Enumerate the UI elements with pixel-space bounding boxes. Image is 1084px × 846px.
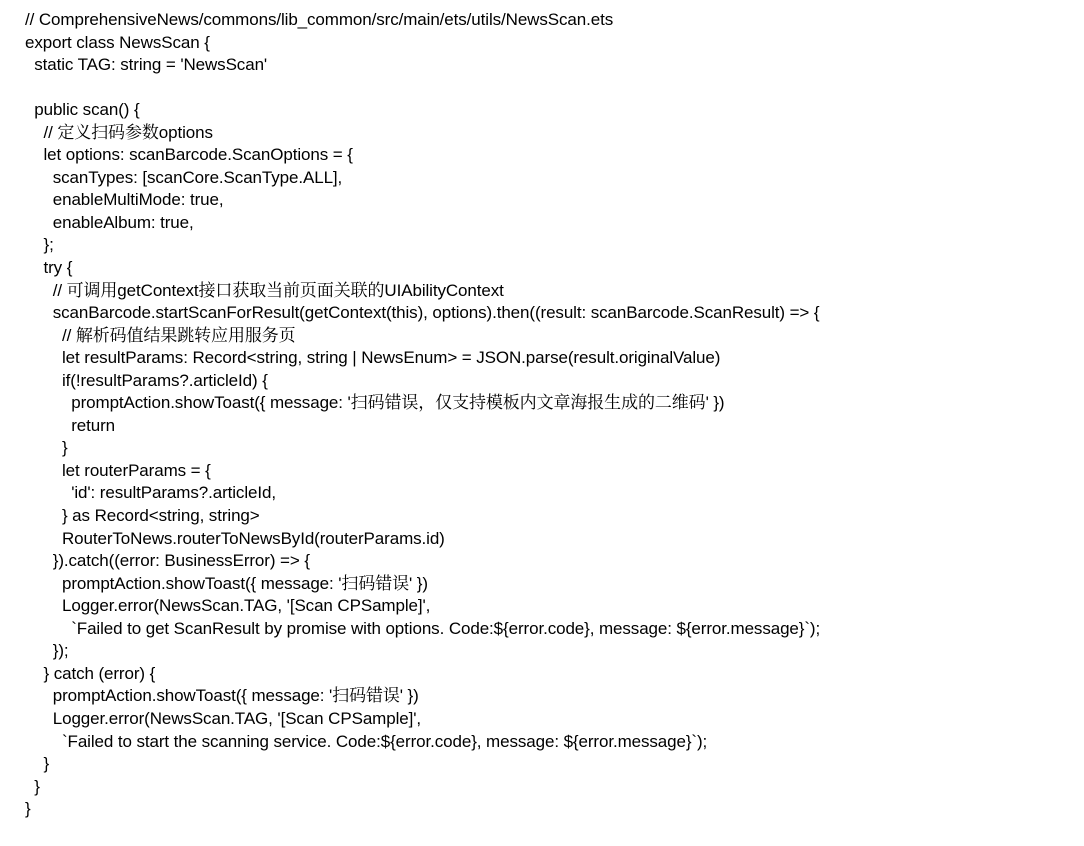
code-line: enableMultiMode: true, xyxy=(25,190,224,210)
code-line xyxy=(25,77,1075,100)
code-line: }; xyxy=(25,235,54,255)
code-line: // 解析码值结果跳转应用服务页 xyxy=(25,325,296,345)
code-line: } xyxy=(25,754,50,774)
code-line: public scan() { xyxy=(25,100,140,120)
code-line: promptAction.showToast({ message: '扫码错误，仅支持模板内文章海报生成的二维码' }) xyxy=(25,393,725,413)
code-line: }).catch((error: BusinessError) => { xyxy=(25,551,310,571)
code-line: return xyxy=(25,415,116,435)
code-line: Logger.error(NewsScan.TAG, '[Scan CPSample]', xyxy=(25,708,422,728)
code-line: } xyxy=(25,799,31,819)
code-line: let options: scanBarcode.ScanOptions = { xyxy=(25,145,353,165)
code-line: RouterToNews.routerToNewsById(routerParams.id) xyxy=(25,528,445,548)
code-line: scanTypes: [scanCore.ScanType.ALL], xyxy=(25,167,343,187)
code-line: Logger.error(NewsScan.TAG, '[Scan CPSample]', xyxy=(25,596,431,616)
code-line: export class NewsScan { xyxy=(25,32,210,52)
code-line: // 可调用getContext接口获取当前页面关联的UIAbilityContext xyxy=(25,280,504,300)
code-line: `Failed to get ScanResult by promise with options. Code:${error.code}, message: ${error.message}`); xyxy=(25,618,821,638)
code-line: }); xyxy=(25,641,69,661)
code-line: scanBarcode.startScanForResult(getContext(this), options).then((result: scanBarcode.ScanResult) => { xyxy=(25,303,820,323)
code-line: `Failed to start the scanning service. Code:${error.code}, message: ${error.message}`); xyxy=(25,731,708,751)
code-line: } xyxy=(25,438,68,458)
code-line: // 定义扫码参数options xyxy=(25,122,213,142)
code-line: static TAG: string = 'NewsScan' xyxy=(25,55,268,75)
code-document xyxy=(25,9,1075,821)
code-line: 'id': resultParams?.articleId, xyxy=(25,483,276,503)
code-line: enableAlbum: true, xyxy=(25,212,194,232)
code-line: if(!resultParams?.articleId) { xyxy=(25,370,268,390)
code-line: } xyxy=(25,776,40,796)
code-line: } catch (error) { xyxy=(25,663,156,683)
code-line: } as Record<string, string> xyxy=(25,506,260,526)
code-line: let resultParams: Record<string, string | NewsEnum> = JSON.parse(result.originalValue) xyxy=(25,348,721,368)
code-line: // ComprehensiveNews/commons/lib_common/src/main/ets/utils/NewsScan.ets xyxy=(25,10,614,29)
code-line: try { xyxy=(25,258,73,278)
code-line: promptAction.showToast({ message: '扫码错误' }) xyxy=(25,686,419,706)
code-line: let routerParams = { xyxy=(25,460,211,480)
code-line: promptAction.showToast({ message: '扫码错误' }) xyxy=(25,573,428,593)
